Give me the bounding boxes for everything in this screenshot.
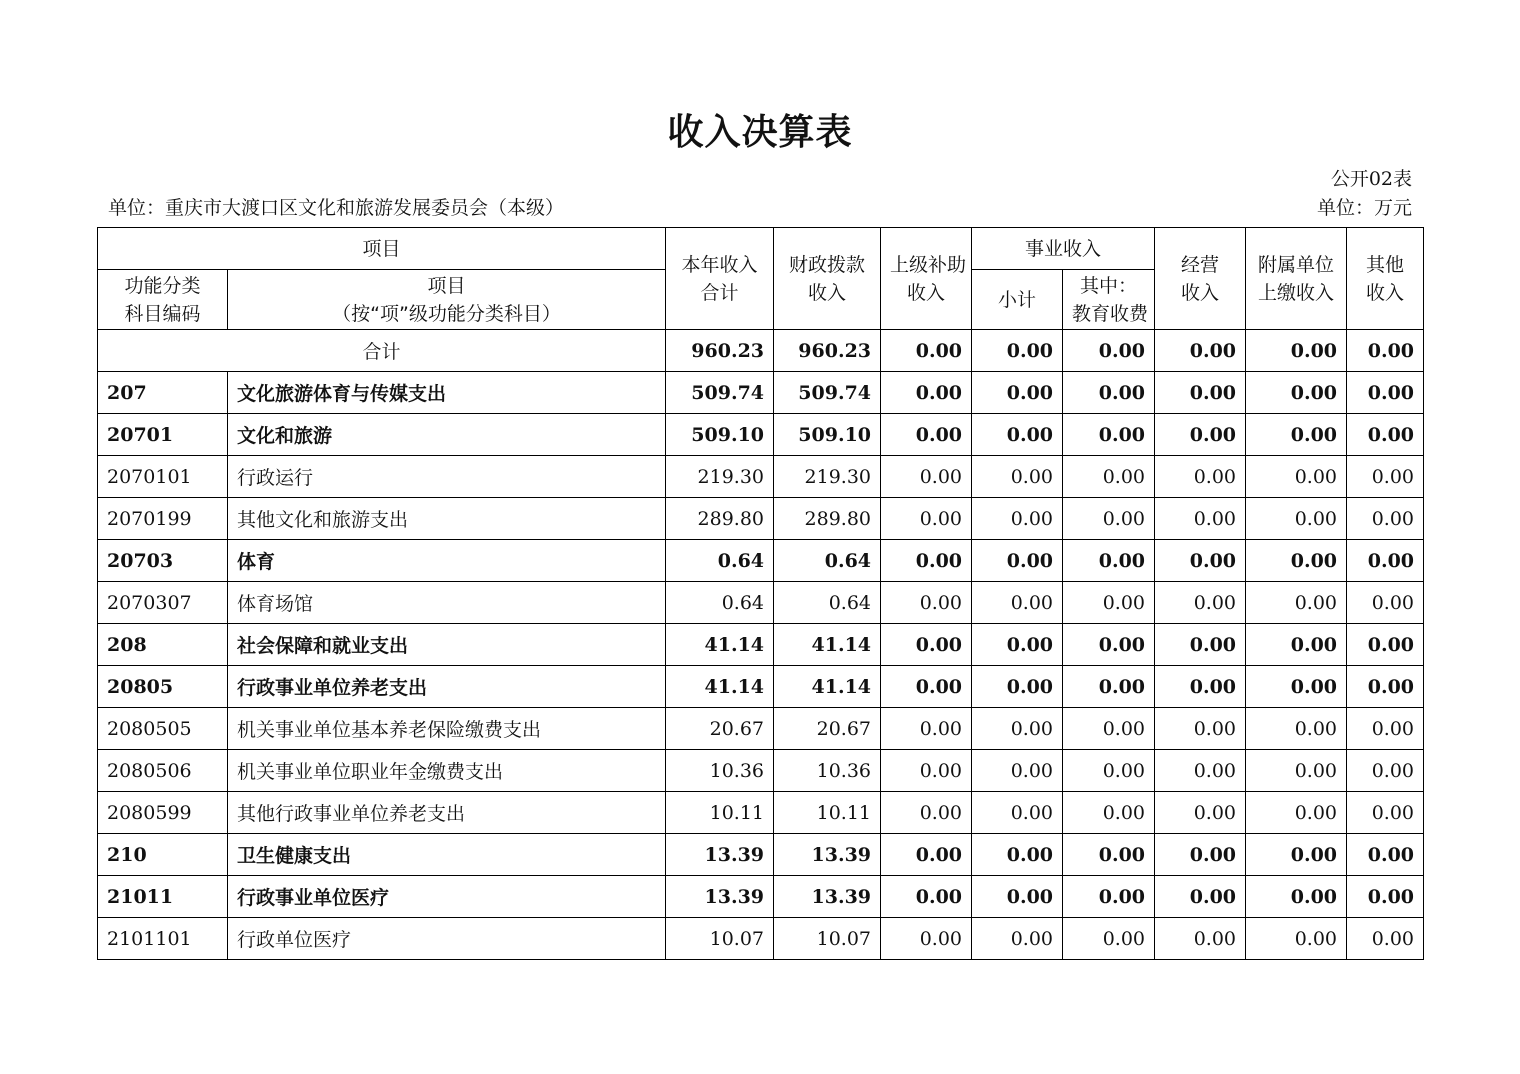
- row-value: 0.00: [1347, 540, 1424, 582]
- row-value: 0.00: [1347, 498, 1424, 540]
- header-affiliate: [1246, 228, 1347, 330]
- row-value: 0.00: [1155, 666, 1246, 708]
- header-fiscal-line2: 收入: [808, 281, 847, 304]
- unit-currency: 单位：万元: [1316, 197, 1412, 219]
- row-name: 机关事业单位基本养老保险缴费支出: [228, 708, 666, 750]
- table-row: [98, 876, 1424, 918]
- header-fiscal: [774, 228, 881, 330]
- row-value: 0.00: [1246, 498, 1347, 540]
- table-row: [98, 792, 1424, 834]
- row-value: 0.00: [1246, 708, 1347, 750]
- header-code-line1: 功能分类: [124, 274, 201, 297]
- row-value: 0.00: [1246, 372, 1347, 414]
- row-value: 0.00: [1246, 540, 1347, 582]
- table-row: [98, 624, 1424, 666]
- total-value: 0.00: [881, 330, 972, 372]
- row-value: 0.64: [774, 540, 881, 582]
- header-item-line2: （按“项”级功能分类科目）: [332, 302, 561, 325]
- row-value: 0.00: [1347, 708, 1424, 750]
- header-business-line1: 经营: [1181, 253, 1220, 276]
- header-edu-line2: 教育收费: [1072, 302, 1149, 325]
- row-value: 0.00: [1155, 624, 1246, 666]
- row-value: 0.00: [881, 372, 972, 414]
- header-other-line1: 其他: [1366, 253, 1405, 276]
- row-code: 20703: [98, 540, 228, 582]
- header-business: [1155, 228, 1246, 330]
- row-value: 0.64: [666, 540, 774, 582]
- header-upper-line1: 上级补助: [890, 253, 967, 276]
- row-value: 0.00: [881, 708, 972, 750]
- row-value: 10.36: [774, 750, 881, 792]
- row-value: 0.00: [881, 456, 972, 498]
- row-value: 0.00: [881, 834, 972, 876]
- row-name: 行政运行: [228, 456, 666, 498]
- header-project: 项目: [98, 228, 666, 270]
- row-value: 0.00: [1246, 918, 1347, 960]
- row-value: 0.00: [881, 540, 972, 582]
- total-value: 0.00: [1155, 330, 1246, 372]
- row-name: 其他行政事业单位养老支出: [228, 792, 666, 834]
- total-label: 合计: [98, 330, 666, 372]
- row-value: 289.80: [774, 498, 881, 540]
- row-value: 0.00: [881, 582, 972, 624]
- row-value: 0.00: [1246, 834, 1347, 876]
- row-value: 0.00: [1347, 624, 1424, 666]
- row-value: 0.00: [1155, 540, 1246, 582]
- row-value: 13.39: [666, 876, 774, 918]
- row-value: 0.00: [1155, 498, 1246, 540]
- row-name: 社会保障和就业支出: [228, 624, 666, 666]
- total-value: 0.00: [972, 330, 1063, 372]
- row-value: 0.00: [1246, 414, 1347, 456]
- row-value: 0.00: [972, 792, 1063, 834]
- row-code: 2070199: [98, 498, 228, 540]
- row-value: 509.74: [774, 372, 881, 414]
- row-value: 0.00: [972, 624, 1063, 666]
- row-value: 0.00: [1246, 456, 1347, 498]
- row-value: 0.00: [1063, 414, 1155, 456]
- form-number: 公开02表: [1330, 168, 1412, 190]
- header-code: [98, 270, 228, 330]
- row-value: 0.00: [1347, 876, 1424, 918]
- table-row: [98, 708, 1424, 750]
- row-value: 0.00: [881, 498, 972, 540]
- row-value: 41.14: [774, 624, 881, 666]
- header-fiscal-line1: 财政拨款: [789, 253, 866, 276]
- row-code: 208: [98, 624, 228, 666]
- row-value: 509.10: [774, 414, 881, 456]
- row-value: 509.74: [666, 372, 774, 414]
- row-value: 10.07: [666, 918, 774, 960]
- row-value: 0.00: [1155, 750, 1246, 792]
- row-value: 0.00: [1063, 666, 1155, 708]
- row-value: 10.07: [774, 918, 881, 960]
- row-value: 0.00: [1155, 918, 1246, 960]
- row-value: 0.00: [972, 666, 1063, 708]
- row-name: 行政事业单位养老支出: [228, 666, 666, 708]
- row-value: 219.30: [666, 456, 774, 498]
- row-value: 509.10: [666, 414, 774, 456]
- total-value: 960.23: [666, 330, 774, 372]
- header-item: [228, 270, 666, 330]
- row-value: 0.00: [972, 918, 1063, 960]
- row-code: 2070101: [98, 456, 228, 498]
- row-value: 0.00: [1347, 582, 1424, 624]
- row-value: 0.00: [1347, 834, 1424, 876]
- header-affiliate-line1: 附属单位: [1258, 253, 1335, 276]
- row-value: 0.00: [1063, 624, 1155, 666]
- row-code: 2080506: [98, 750, 228, 792]
- row-name: 其他文化和旅游支出: [228, 498, 666, 540]
- row-value: 0.00: [972, 582, 1063, 624]
- row-value: 0.00: [1155, 834, 1246, 876]
- row-value: 0.00: [1347, 456, 1424, 498]
- row-value: 20.67: [774, 708, 881, 750]
- table-row: [98, 498, 1424, 540]
- row-code: 2070307: [98, 582, 228, 624]
- row-value: 0.00: [972, 414, 1063, 456]
- table-row: [98, 414, 1424, 456]
- header-total: [666, 228, 774, 330]
- header-item-line1: 项目: [427, 274, 466, 297]
- row-value: 0.00: [1063, 876, 1155, 918]
- row-value: 0.00: [881, 666, 972, 708]
- row-value: 0.00: [1155, 372, 1246, 414]
- row-value: 0.00: [1063, 582, 1155, 624]
- row-value: 0.00: [1063, 498, 1155, 540]
- row-value: 10.36: [666, 750, 774, 792]
- row-value: 20.67: [666, 708, 774, 750]
- row-value: 0.00: [1246, 876, 1347, 918]
- row-value: 0.00: [1155, 456, 1246, 498]
- header-upper-line2: 收入: [907, 281, 946, 304]
- table-row: [98, 750, 1424, 792]
- header-edu-line1: 其中：: [1080, 274, 1138, 297]
- row-value: 0.00: [972, 834, 1063, 876]
- row-value: 0.00: [1155, 414, 1246, 456]
- table-body: [98, 330, 1424, 960]
- row-code: 20701: [98, 414, 228, 456]
- row-code: 21011: [98, 876, 228, 918]
- header-total-line2: 合计: [700, 281, 739, 304]
- row-code: 2080599: [98, 792, 228, 834]
- header-upper: [881, 228, 972, 330]
- row-value: 0.00: [1347, 666, 1424, 708]
- table-row: [98, 834, 1424, 876]
- row-value: 0.00: [881, 792, 972, 834]
- row-name: 体育: [228, 540, 666, 582]
- row-value: 10.11: [774, 792, 881, 834]
- row-value: 0.00: [972, 750, 1063, 792]
- row-value: 0.00: [881, 414, 972, 456]
- row-value: 0.00: [1347, 918, 1424, 960]
- page-title: 收入决算表: [667, 112, 853, 153]
- row-value: 0.00: [881, 624, 972, 666]
- header-career: 事业收入: [972, 228, 1155, 270]
- row-name: 行政事业单位医疗: [228, 876, 666, 918]
- table-header: [98, 228, 1424, 330]
- row-value: 0.00: [881, 876, 972, 918]
- row-value: 0.00: [1347, 792, 1424, 834]
- table-row: [98, 372, 1424, 414]
- total-value: 960.23: [774, 330, 881, 372]
- table-row: [98, 582, 1424, 624]
- total-value: 0.00: [1063, 330, 1155, 372]
- row-name: 体育场馆: [228, 582, 666, 624]
- table-row: [98, 456, 1424, 498]
- row-name: 机关事业单位职业年金缴费支出: [228, 750, 666, 792]
- row-value: 0.64: [666, 582, 774, 624]
- row-value: 0.00: [1155, 708, 1246, 750]
- total-value: 0.00: [1246, 330, 1347, 372]
- row-value: 0.00: [972, 372, 1063, 414]
- row-value: 0.00: [1155, 792, 1246, 834]
- row-name: 卫生健康支出: [228, 834, 666, 876]
- row-value: 0.00: [972, 498, 1063, 540]
- header-other-line2: 收入: [1366, 281, 1405, 304]
- header-subtotal: 小计: [972, 270, 1063, 330]
- row-value: 41.14: [774, 666, 881, 708]
- row-value: 0.00: [1063, 834, 1155, 876]
- row-value: 0.00: [1063, 540, 1155, 582]
- row-name: 文化和旅游: [228, 414, 666, 456]
- row-value: 10.11: [666, 792, 774, 834]
- row-code: 20805: [98, 666, 228, 708]
- total-row: [98, 330, 1424, 372]
- row-value: 41.14: [666, 666, 774, 708]
- row-value: 0.64: [774, 582, 881, 624]
- unit-organization: 单位：重庆市大渡口区文化和旅游发展委员会（本级）: [108, 197, 565, 219]
- row-code: 210: [98, 834, 228, 876]
- header-business-line2: 收入: [1181, 281, 1220, 304]
- row-value: 0.00: [1063, 918, 1155, 960]
- table-row: [98, 540, 1424, 582]
- row-value: 0.00: [1347, 372, 1424, 414]
- total-value: 0.00: [1347, 330, 1424, 372]
- row-code: 207: [98, 372, 228, 414]
- row-value: 0.00: [1155, 582, 1246, 624]
- row-value: 0.00: [972, 456, 1063, 498]
- row-value: 0.00: [1246, 792, 1347, 834]
- row-value: 0.00: [972, 540, 1063, 582]
- row-value: 289.80: [666, 498, 774, 540]
- row-code: 2101101: [98, 918, 228, 960]
- header-code-line2: 科目编码: [124, 302, 201, 325]
- row-value: 0.00: [881, 750, 972, 792]
- header-total-line1: 本年收入: [681, 253, 758, 276]
- row-value: 0.00: [1063, 792, 1155, 834]
- row-value: 0.00: [1063, 456, 1155, 498]
- row-value: 13.39: [666, 834, 774, 876]
- header-edu: [1063, 270, 1155, 330]
- row-name: 文化旅游体育与传媒支出: [228, 372, 666, 414]
- table-row: [98, 666, 1424, 708]
- row-value: 13.39: [774, 834, 881, 876]
- row-value: 0.00: [1347, 414, 1424, 456]
- row-value: 0.00: [1246, 624, 1347, 666]
- header-other: [1347, 228, 1424, 330]
- row-value: 41.14: [666, 624, 774, 666]
- row-value: 0.00: [1063, 708, 1155, 750]
- row-value: 0.00: [1063, 750, 1155, 792]
- row-name: 行政单位医疗: [228, 918, 666, 960]
- row-code: 2080505: [98, 708, 228, 750]
- row-value: 13.39: [774, 876, 881, 918]
- row-value: 0.00: [1246, 750, 1347, 792]
- row-value: 0.00: [972, 708, 1063, 750]
- income-statement-table: [97, 227, 1424, 960]
- header-affiliate-line2: 上缴收入: [1258, 281, 1335, 304]
- row-value: 0.00: [1246, 582, 1347, 624]
- row-value: 0.00: [1347, 750, 1424, 792]
- row-value: 219.30: [774, 456, 881, 498]
- row-value: 0.00: [1246, 666, 1347, 708]
- table-row: [98, 918, 1424, 960]
- row-value: 0.00: [881, 918, 972, 960]
- row-value: 0.00: [1155, 876, 1246, 918]
- row-value: 0.00: [972, 876, 1063, 918]
- row-value: 0.00: [1063, 372, 1155, 414]
